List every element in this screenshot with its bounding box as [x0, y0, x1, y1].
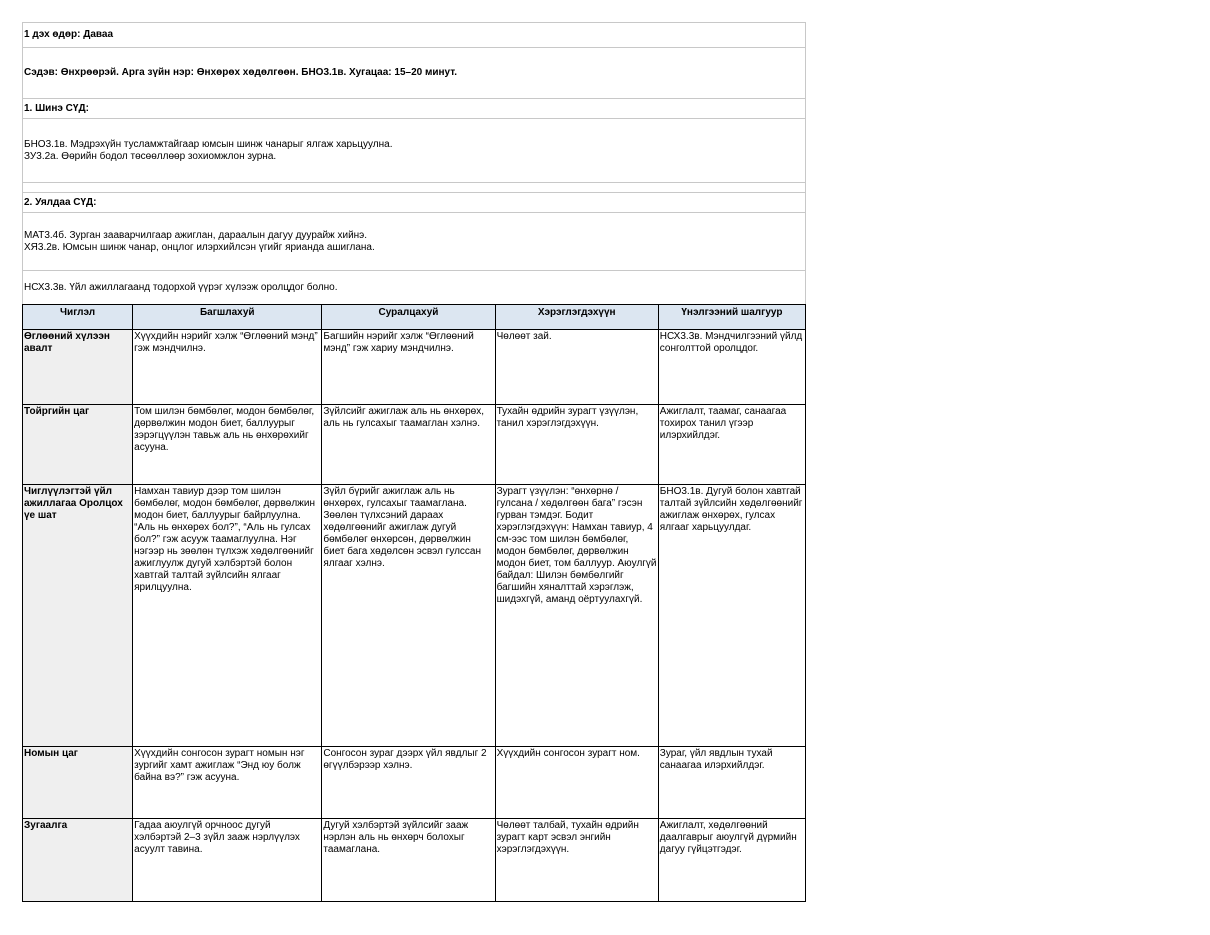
table-cell: Багшийн нэрийг хэлж “Өглөөний мэнд” гэж хариу мэндчилнэ. — [322, 330, 495, 405]
table-row — [23, 819, 806, 902]
new-standards-title: 1. Шинэ СҮД: — [22, 98, 806, 118]
new-standard-item: ЗУ3.2а. Өөрийн бодол төсөөллөөр зохиомжлон зурна. — [24, 151, 277, 162]
table-cell: Хүүхдийн сонгосон зурагт номын нэг зургийг хамт ажиглаж “Энд юу болж байна вэ?” гэж асууна. — [133, 747, 322, 819]
table-cell: Ажиглалт, таамаг, санаагаа тохирох танил үгээр илэрхийлдэг. — [658, 405, 805, 485]
extra-standard: НСХ3.3в. Үйл ажиллагаанд тодорхой үүрэг хүлээж оролцдог болно. — [22, 270, 806, 304]
table-cell: Номын цаг — [23, 747, 133, 819]
topic-line: Сэдэв: Өнхрөөрэй. Арга зүйн нэр: Өнхөрөх хөдөлгөөн. БНО3.1в. Хугацаа: 15–20 минут. — [22, 47, 806, 98]
table-cell: БНО3.1в. Дугуй болон хавтгай талтай зүйлсийн хөдөлгөөнийг ажиглаж өнхөрөх, гулсах ялгааг харьцуулдаг. — [658, 485, 805, 747]
related-standard-item: МАТ3.4б. Зурган зааварчилгаар ажиглан, дараалын дагуу дуурайж хийнэ. — [24, 230, 368, 241]
spacer-row — [22, 182, 806, 192]
table-row — [23, 485, 806, 747]
table-cell: Том шилэн бөмбөлөг, модон бөмбөлөг, дөрвөлжин модон биет, баллуурыг зэрэгцүүлэн тавьж аль нь өнхөрөхийг асууна. — [133, 405, 322, 485]
related-standards-title: 2. Уялдаа СҮД: — [22, 192, 806, 212]
activity-table — [22, 304, 806, 902]
table-row — [23, 330, 806, 405]
table-cell: Хүүхдийн сонгосон зурагт ном. — [495, 747, 658, 819]
table-cell: Өглөөний хүлээн авалт — [23, 330, 133, 405]
table-cell: Зураг, үйл явдлын тухай санаагаа илэрхийлдэг. — [658, 747, 805, 819]
table-cell: Зугаалга — [23, 819, 133, 902]
table-cell: Чиглүүлэгтэй үйл ажиллагаа Оролцох үе шат — [23, 485, 133, 747]
lesson-plan-sheet — [22, 22, 806, 902]
table-cell: Тухайн өдрийн зурагт үзүүлэн, танил хэрэглэгдэхүүн. — [495, 405, 658, 485]
new-standards-list — [22, 118, 806, 182]
table-header-row — [23, 305, 806, 330]
table-cell: Чөлөөт зай. — [495, 330, 658, 405]
column-header: Багшлахуй — [133, 305, 322, 330]
table-cell: Зүйл бүрийг ажиглаж аль нь өнхөрөх, гулсахыг таамаглана. Зөөлөн түлхсэний дараах хөдөлгөөнийг ажиглаж дугуй бөмбөлөг өнхөрсөн, дөрвөлжин биет бага хөдөлсөн эсвэл гулссан ялгааг хэлнэ. — [322, 485, 495, 747]
table-cell: Зурагт үзүүлэн: “өнхөрнө / гулсана / хөдөлгөөн бага” гэсэн гурван тэмдэг. Бодит хэрэглэгдэхүүн: Намхан тавиур, 4 см-ээс том шилэн бөмбөлөг, модон бөмбөлөг, дөрвөлжин модон биет, том баллуур. Аюулгүй байдал: Шилэн бөмбөлгийг багшийн хяналттай хэрэглэж, шидэхгүй, аманд оёртуулахгүй. — [495, 485, 658, 747]
table-cell: Дугуй хэлбэртэй зүйлсийг зааж нэрлэн аль нь өнхөрч болохыг таамаглана. — [322, 819, 495, 902]
column-header: Хэрэглэгдэхүүн — [495, 305, 658, 330]
new-standard-item: БНО3.1в. Мэдрэхүйн тусламжтайгаар юмсын шинж чанарыг ялгаж харьцуулна. — [24, 139, 393, 150]
table-cell: Ажиглалт, хөдөлгөөний даалгаврыг аюулгүй дүрмийн дагуу гүйцэтгэдэг. — [658, 819, 805, 902]
day-heading: 1 дэх өдөр: Даваа — [22, 22, 806, 47]
table-cell: Сонгосон зураг дээрх үйл явдлыг 2 өгүүлбэрээр хэлнэ. — [322, 747, 495, 819]
column-header: Суралцахуй — [322, 305, 495, 330]
table-cell: Зүйлсийг ажиглаж аль нь өнхөрөх, аль нь гулсахыг таамаглан хэлнэ. — [322, 405, 495, 485]
table-row — [23, 747, 806, 819]
table-row — [23, 405, 806, 485]
table-cell: Хүүхдийн нэрийг хэлж “Өглөөний мэнд” гэж мэндчилнэ. — [133, 330, 322, 405]
column-header: Үнэлгээний шалгуур — [658, 305, 805, 330]
table-cell: Чөлөөт талбай, тухайн өдрийн зурагт карт эсвэл энгийн хэрэглэгдэхүүн. — [495, 819, 658, 902]
table-cell: Намхан тавиур дээр том шилэн бөмбөлөг, модон бөмбөлөг, дөрвөлжин модон биет, баллуурыг байрлуулна. “Аль нь өнхөрөх бол?”, “Аль нь гулсах бол?” гэж асууж таамаглуулна. Нэг нэгээр нь зөөлөн түлхэж хөдөлгөөнийг ажиглуулж дугуй хэлбэртэй болон хавтгай талтай зүйлсийн ялгааг ярилцуулна. — [133, 485, 322, 747]
column-header: Чиглэл — [23, 305, 133, 330]
table-cell: Гадаа аюулгүй орчноос дугуй хэлбэртэй 2–3 зүйл зааж нэрлүүлэх асуулт тавина. — [133, 819, 322, 902]
table-cell: Тойргийн цаг — [23, 405, 133, 485]
table-cell: НСХ3.3в. Мэндчилгээний үйлд сонголттой оролцдог. — [658, 330, 805, 405]
related-standard-item: ХЯ3.2в. Юмсын шинж чанар, онцлог илэрхийлсэн үгийг ярианда ашиглана. — [24, 242, 375, 253]
related-standards-list — [22, 212, 806, 270]
